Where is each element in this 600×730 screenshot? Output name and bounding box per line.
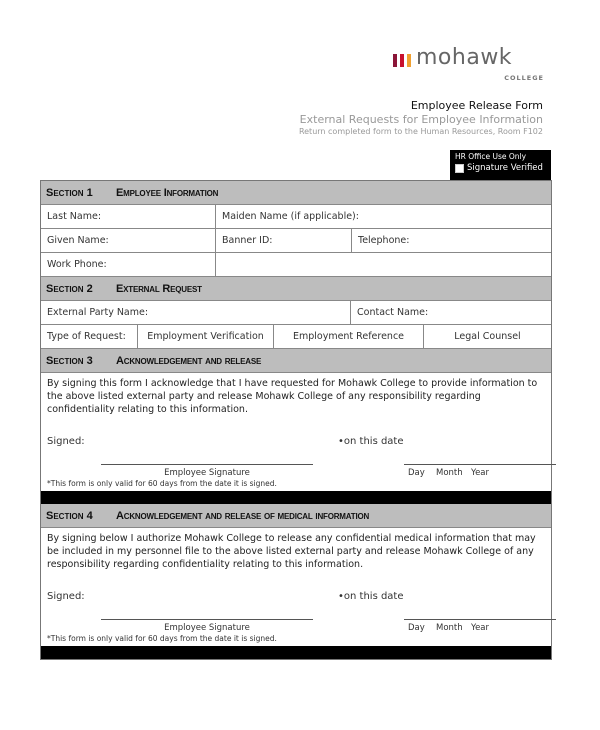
return-instructions: Return completed form to the Human Resources, Room F102 <box>298 127 543 136</box>
option-employment-reference[interactable]: Employment Reference <box>274 325 424 348</box>
signature-area <box>47 416 545 504</box>
form-subtitle: External Requests for Employee Information <box>299 113 543 126</box>
medical-authorization-text: By signing below I authorize Mohawk College to release any confidential medical information that may be included in my personnel file to the above listed external party and release Mohawk College of any responsibility regarding confidentiality relating to this information. <box>47 533 536 570</box>
banner-id-field[interactable]: Banner ID: <box>216 229 352 252</box>
maiden-name-field[interactable]: Maiden Name (if applicable): <box>222 211 359 222</box>
logo-subtext: COLLEGE <box>504 74 544 82</box>
date-line[interactable] <box>404 619 556 620</box>
section-1-title: Employee Information <box>116 186 219 199</box>
given-name-field[interactable]: Given Name: <box>41 229 216 252</box>
on-this-date-label: •on this date <box>338 436 404 447</box>
section-3-header <box>41 349 551 373</box>
hr-office-label: HR Office Use Only <box>455 152 527 161</box>
day-caption: Day <box>408 623 425 633</box>
work-phone-input[interactable] <box>216 253 551 276</box>
signature-verified-label: Signature Verified <box>467 163 543 173</box>
on-this-date-label: •on this date <box>338 591 404 602</box>
section-4-body <box>41 528 551 659</box>
mohawk-college-logo <box>393 45 553 84</box>
employee-signature-caption: Employee Signature <box>164 623 250 633</box>
section-1-header <box>41 181 551 205</box>
section-2-title: External Request <box>116 282 202 295</box>
section-3-body <box>41 373 551 504</box>
date-line[interactable] <box>404 464 556 465</box>
telephone-field[interactable]: Telephone: <box>358 235 410 246</box>
signed-label: Signed: <box>47 436 85 447</box>
year-caption: Year <box>471 623 489 633</box>
acknowledgement-text: By signing this form I acknowledge that I have requested for Mohawk College to provide information to the above listed external party and release Mohawk College of any responsibility regarding confidentiality relating to this information. <box>47 378 538 415</box>
section-3-number: Section 3 <box>46 354 93 367</box>
validity-note: *This form is only valid for 60 days from the date it is signed. <box>47 479 277 488</box>
form-title: Employee Release Form <box>410 99 543 112</box>
section-1-number: Section 1 <box>46 186 93 199</box>
option-legal-counsel[interactable]: Legal Counsel <box>454 331 521 342</box>
release-form <box>40 180 552 660</box>
signed-label: Signed: <box>47 591 85 602</box>
table-row <box>41 253 551 277</box>
option-employment-verification[interactable]: Employment Verification <box>138 325 274 348</box>
section-4-header <box>41 504 551 528</box>
logo-bars-icon <box>393 54 411 67</box>
contact-name-field[interactable]: Contact Name: <box>357 307 429 318</box>
table-row <box>41 301 551 325</box>
employee-signature-line[interactable] <box>101 619 313 620</box>
section-2-header <box>41 277 551 301</box>
signature-area <box>47 571 545 659</box>
work-phone-field[interactable]: Work Phone: <box>41 253 216 276</box>
type-of-request-label: Type of Request: <box>41 325 138 348</box>
employee-signature-caption: Employee Signature <box>164 468 250 478</box>
section-3-title: Acknowledgement and release <box>116 354 262 367</box>
day-caption: Day <box>408 468 425 478</box>
last-name-field[interactable]: Last Name: <box>41 205 216 228</box>
month-caption: Month <box>436 623 463 633</box>
table-row <box>41 229 551 253</box>
section-2-number: Section 2 <box>46 282 93 295</box>
checkbox-icon[interactable] <box>455 164 464 173</box>
validity-note: *This form is only valid for 60 days from the date it is signed. <box>47 634 277 643</box>
logo-wordmark: mohawk <box>416 45 513 70</box>
employee-signature-line[interactable] <box>101 464 313 465</box>
month-caption: Month <box>436 468 463 478</box>
section-4-number: Section 4 <box>46 509 93 522</box>
section-4-title: Acknowledgement and release of medical information <box>116 509 370 522</box>
external-party-name-field[interactable]: External Party Name: <box>41 301 351 324</box>
year-caption: Year <box>471 468 489 478</box>
table-row <box>41 205 551 229</box>
signature-verified-checkbox[interactable] <box>455 163 546 173</box>
table-row <box>41 325 551 349</box>
hr-office-use-box <box>450 150 551 181</box>
